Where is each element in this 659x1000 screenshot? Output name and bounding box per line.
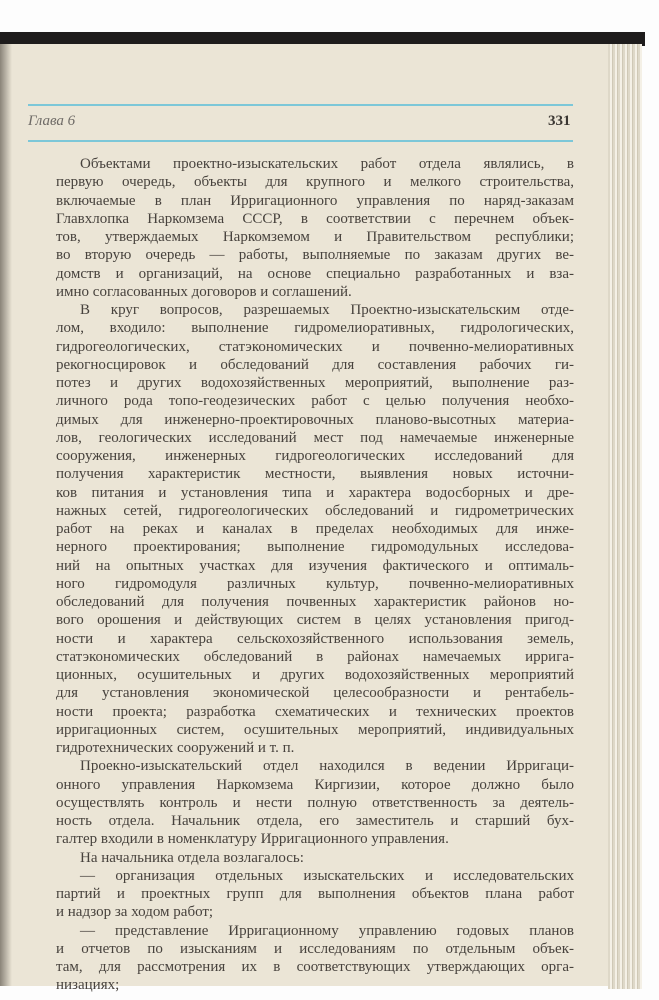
text-line: низациях;: [56, 977, 120, 994]
text-line: гидрогеологических, статэкономических и почвенно-мелиоративных: [56, 338, 574, 355]
paragraph: [56, 155, 574, 301]
paragraph: [56, 301, 574, 757]
text-line: ность отдела. Начальник отдела, его заместитель и старший бух-: [56, 813, 574, 829]
text-line: сооружения, инженерных гидрогеологических исследований для: [56, 448, 574, 464]
text-line: ирригационных систем, осушительных мероприятий, индивидуальных: [56, 721, 574, 738]
text-line: нажных сетей, гидрогеологических обследований и гидрометрических: [56, 502, 574, 519]
text-line: во вторую очередь — работы, выполняемые по заказам других ве-: [56, 247, 574, 264]
text-line: и отчетов по изысканиям и исследованиям по отдельным объек-: [56, 940, 574, 957]
text-line: потез и других водохозяйственных мероприятий, выполнение раз-: [56, 375, 574, 391]
text-line: там, для рассмотрения их в соответствующих утверждающих орга-: [56, 959, 574, 975]
paragraph: [56, 757, 574, 848]
text-line: ного гидромодуля различных культур, почвенно-мелиоративных: [56, 575, 574, 592]
text-line: ний на опытных участках для изучения фактического и оптималь-: [56, 557, 574, 574]
text-line: для установления экономической целесообразности и рентабель-: [56, 685, 574, 702]
text-line: включаемые в план Ирригационного управления по наряд-заказам: [56, 192, 574, 209]
paragraph: [56, 922, 574, 995]
header-rule-top: [28, 104, 573, 106]
text-line: На начальника отдела возлагалось:: [80, 849, 304, 866]
text-line: гидротехнических сооружений и т. п.: [56, 740, 295, 756]
text-line: лом, входило: выполнение гидромелиоративных, гидрологических,: [56, 320, 574, 337]
text-line: домств и организаций, на основе специально разработанных и вза-: [56, 265, 574, 282]
text-line: личного рода топо-геодезических работ с целью получения необхо-: [56, 393, 574, 410]
running-head-chapter: Глава 6: [28, 113, 76, 129]
text-line: Главхлопка Наркомзема СССР, в соответствии с перечнем объек-: [56, 210, 574, 227]
text-line: — представление Ирригационному управлению годовых планов: [80, 922, 574, 939]
text-line: статэкономических обследований в районах намечаемых ирригa-: [56, 648, 574, 665]
text-line: онного управления Наркомзема Киргизии, которое должно было: [56, 776, 574, 793]
text-line: и надзор за ходом работ;: [56, 904, 214, 921]
page-edges: [608, 44, 642, 989]
text-line: первую очередь, объекты для крупного и мелкого строительства,: [56, 174, 574, 191]
text-line: Проекно-изыскательский отдел находился в ведении Ирригаци-: [80, 758, 574, 775]
text-line: обследований для получения почвенных характеристик районов но-: [56, 594, 574, 610]
text-line: тов, утверждаемых Наркомземом и Правительством республики;: [56, 229, 574, 245]
header-rule-bottom: [28, 140, 573, 142]
text-line: имно согласованных договоров и соглашений.: [56, 283, 352, 300]
text-line: вого орошения и действующих систем в целях установления пригод-: [56, 612, 574, 629]
text-line: партий и проектных групп для выполнения объектов плана работ: [56, 886, 574, 902]
text-line: нерного проектирования; выполнение гидромодульных исследова-: [56, 539, 574, 556]
paragraph: [56, 867, 574, 922]
text-line: ности и характера сельскохозяйственного использования земель,: [56, 630, 574, 647]
text-line: получения характеристик местности, выявления новых источни-: [56, 466, 574, 483]
text-line: рекогносцировок и обследований для составления рабочих ги-: [56, 356, 574, 373]
binding-shadow: [0, 44, 12, 986]
text-line: галтер входили в номенклатуру Ирригационного управления.: [56, 831, 449, 848]
paragraph: [56, 849, 574, 867]
text-line: ков питания и установления типа и характера водосборных и дре-: [56, 484, 574, 501]
text-line: — организация отдельных изыскательских и исследовательских: [80, 867, 574, 884]
text-line: В круг вопросов, разрешаемых Проектно-изыскательским отде-: [80, 302, 574, 318]
text-line: лов, геологических исследований мест под намечаемые инженерные: [56, 429, 574, 446]
text-line: осуществлять контроль и нести полную ответственность за деятель-: [56, 794, 574, 811]
body-text: [56, 155, 574, 995]
text-line: ционных, осушительных и других водохозяйственных мероприятий: [56, 667, 574, 683]
page-number: 331: [548, 113, 571, 129]
text-line: работ на реках и каналах в пределах необходимых для инже-: [56, 521, 574, 537]
text-line: ности проекта; разработка схематических и технических проектов: [56, 703, 574, 720]
text-line: димых для инженерно-проектировочных планово-высотных материа-: [56, 411, 574, 428]
text-line: Объектами проектно-изыскательских работ отдела являлись, в: [80, 156, 574, 172]
